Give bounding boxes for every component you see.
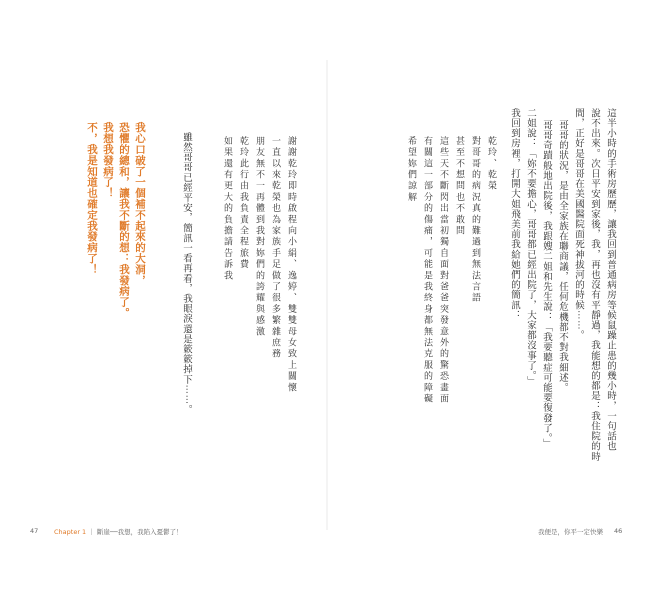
right-paragraph-line-1: 這半小時的手術房歷歷，讓我回到普通病房等候鼠躁止患的幾小時，一句話也 [605, 108, 616, 452]
right-poem-line-2: 對哥哥的病況真的難過到無法言語 [470, 136, 480, 304]
left-poem-line-5: 如果還有更大的負擔請告訴我 [222, 136, 232, 282]
right-poem-line-5: 有關這一部分的傷痛，可能是我終身都無法克服的障礙 [422, 136, 432, 405]
left-poem-line-3: 朋友無不一再體到我對妳們的誇耀與感激 [254, 136, 264, 338]
chapter-label: Chapter 1 [54, 528, 87, 536]
right-paragraph-line-2: 說不出來。次日平安到家後，我，再也沒有平靜過，我能想的都是：我住院的時 [589, 108, 600, 462]
right-poem-line-3: 甚至不想問也不敢問 [454, 136, 464, 237]
left-page-number: 47 [30, 527, 39, 535]
right-paragraph-line-3: 間，正好是哥哥在美國醫院面死神拔河的時候⋯⋯。 [573, 108, 584, 341]
right-poem-line-4: 這些天不斷閃出當初獨自面對爸爸突發意外的驚恐畫面 [438, 136, 448, 405]
right-poem-line-6: 希望妳們諒解 [406, 136, 416, 204]
highlight-line-2: 恐懼的總和，讓我不斷的想：我發病了。 [118, 122, 130, 319]
highlight-line-4: 不，我是知道也確定我發病了！ [86, 122, 98, 275]
right-footer-title: 我便是，你平一定快樂 [538, 528, 603, 536]
left-paragraph: 雖然哥哥已經平安，簡訊一看再看，我眼淚還是簌簌掉下⋯⋯。 [181, 132, 192, 415]
highlight-line-1: 我心口破了一個補不起來的大洞， [134, 122, 146, 286]
right-paragraph-line-4: 哥哥的狀況，是由全家族在聯商議，任何危機都不對我細述。 [557, 120, 568, 393]
right-paragraph-line-6: 二姐說：「妳不要擔心，哥哥都已經出院了，大家都沒事了。」 [525, 108, 536, 387]
page-gutter [326, 60, 328, 530]
right-paragraph-line-5: 哥哥奇蹟般地出院後，我跟嫂二姐和先生說：「我要聽症可能要復發了。」 [541, 120, 552, 449]
chapter-separator-icon: ｜ [88, 528, 97, 536]
left-footer [54, 527, 183, 536]
left-poem-line-2: 一直以來乾榮也為家族手足做了很多繁雜庶務 [270, 136, 280, 360]
left-poem-line-1: 謝謝乾玲即時啟程向小絹、逸婷、雙雙母女致上關懷 [286, 136, 296, 394]
left-poem-line-4: 乾玲此行由我負責全程旅費 [238, 136, 248, 271]
right-poem-line-1: 乾玲、乾榮 [486, 136, 496, 192]
highlight-line-3: 我想我發病了！ [102, 122, 114, 199]
left-footer-title: 斷崖──我想，我陷入憂鬱了！ [96, 528, 183, 536]
right-paragraph-line-7: 我回到房裡，打開大姐飛美前我給她們的簡訊： [509, 108, 520, 321]
right-page-number: 46 [614, 527, 623, 535]
